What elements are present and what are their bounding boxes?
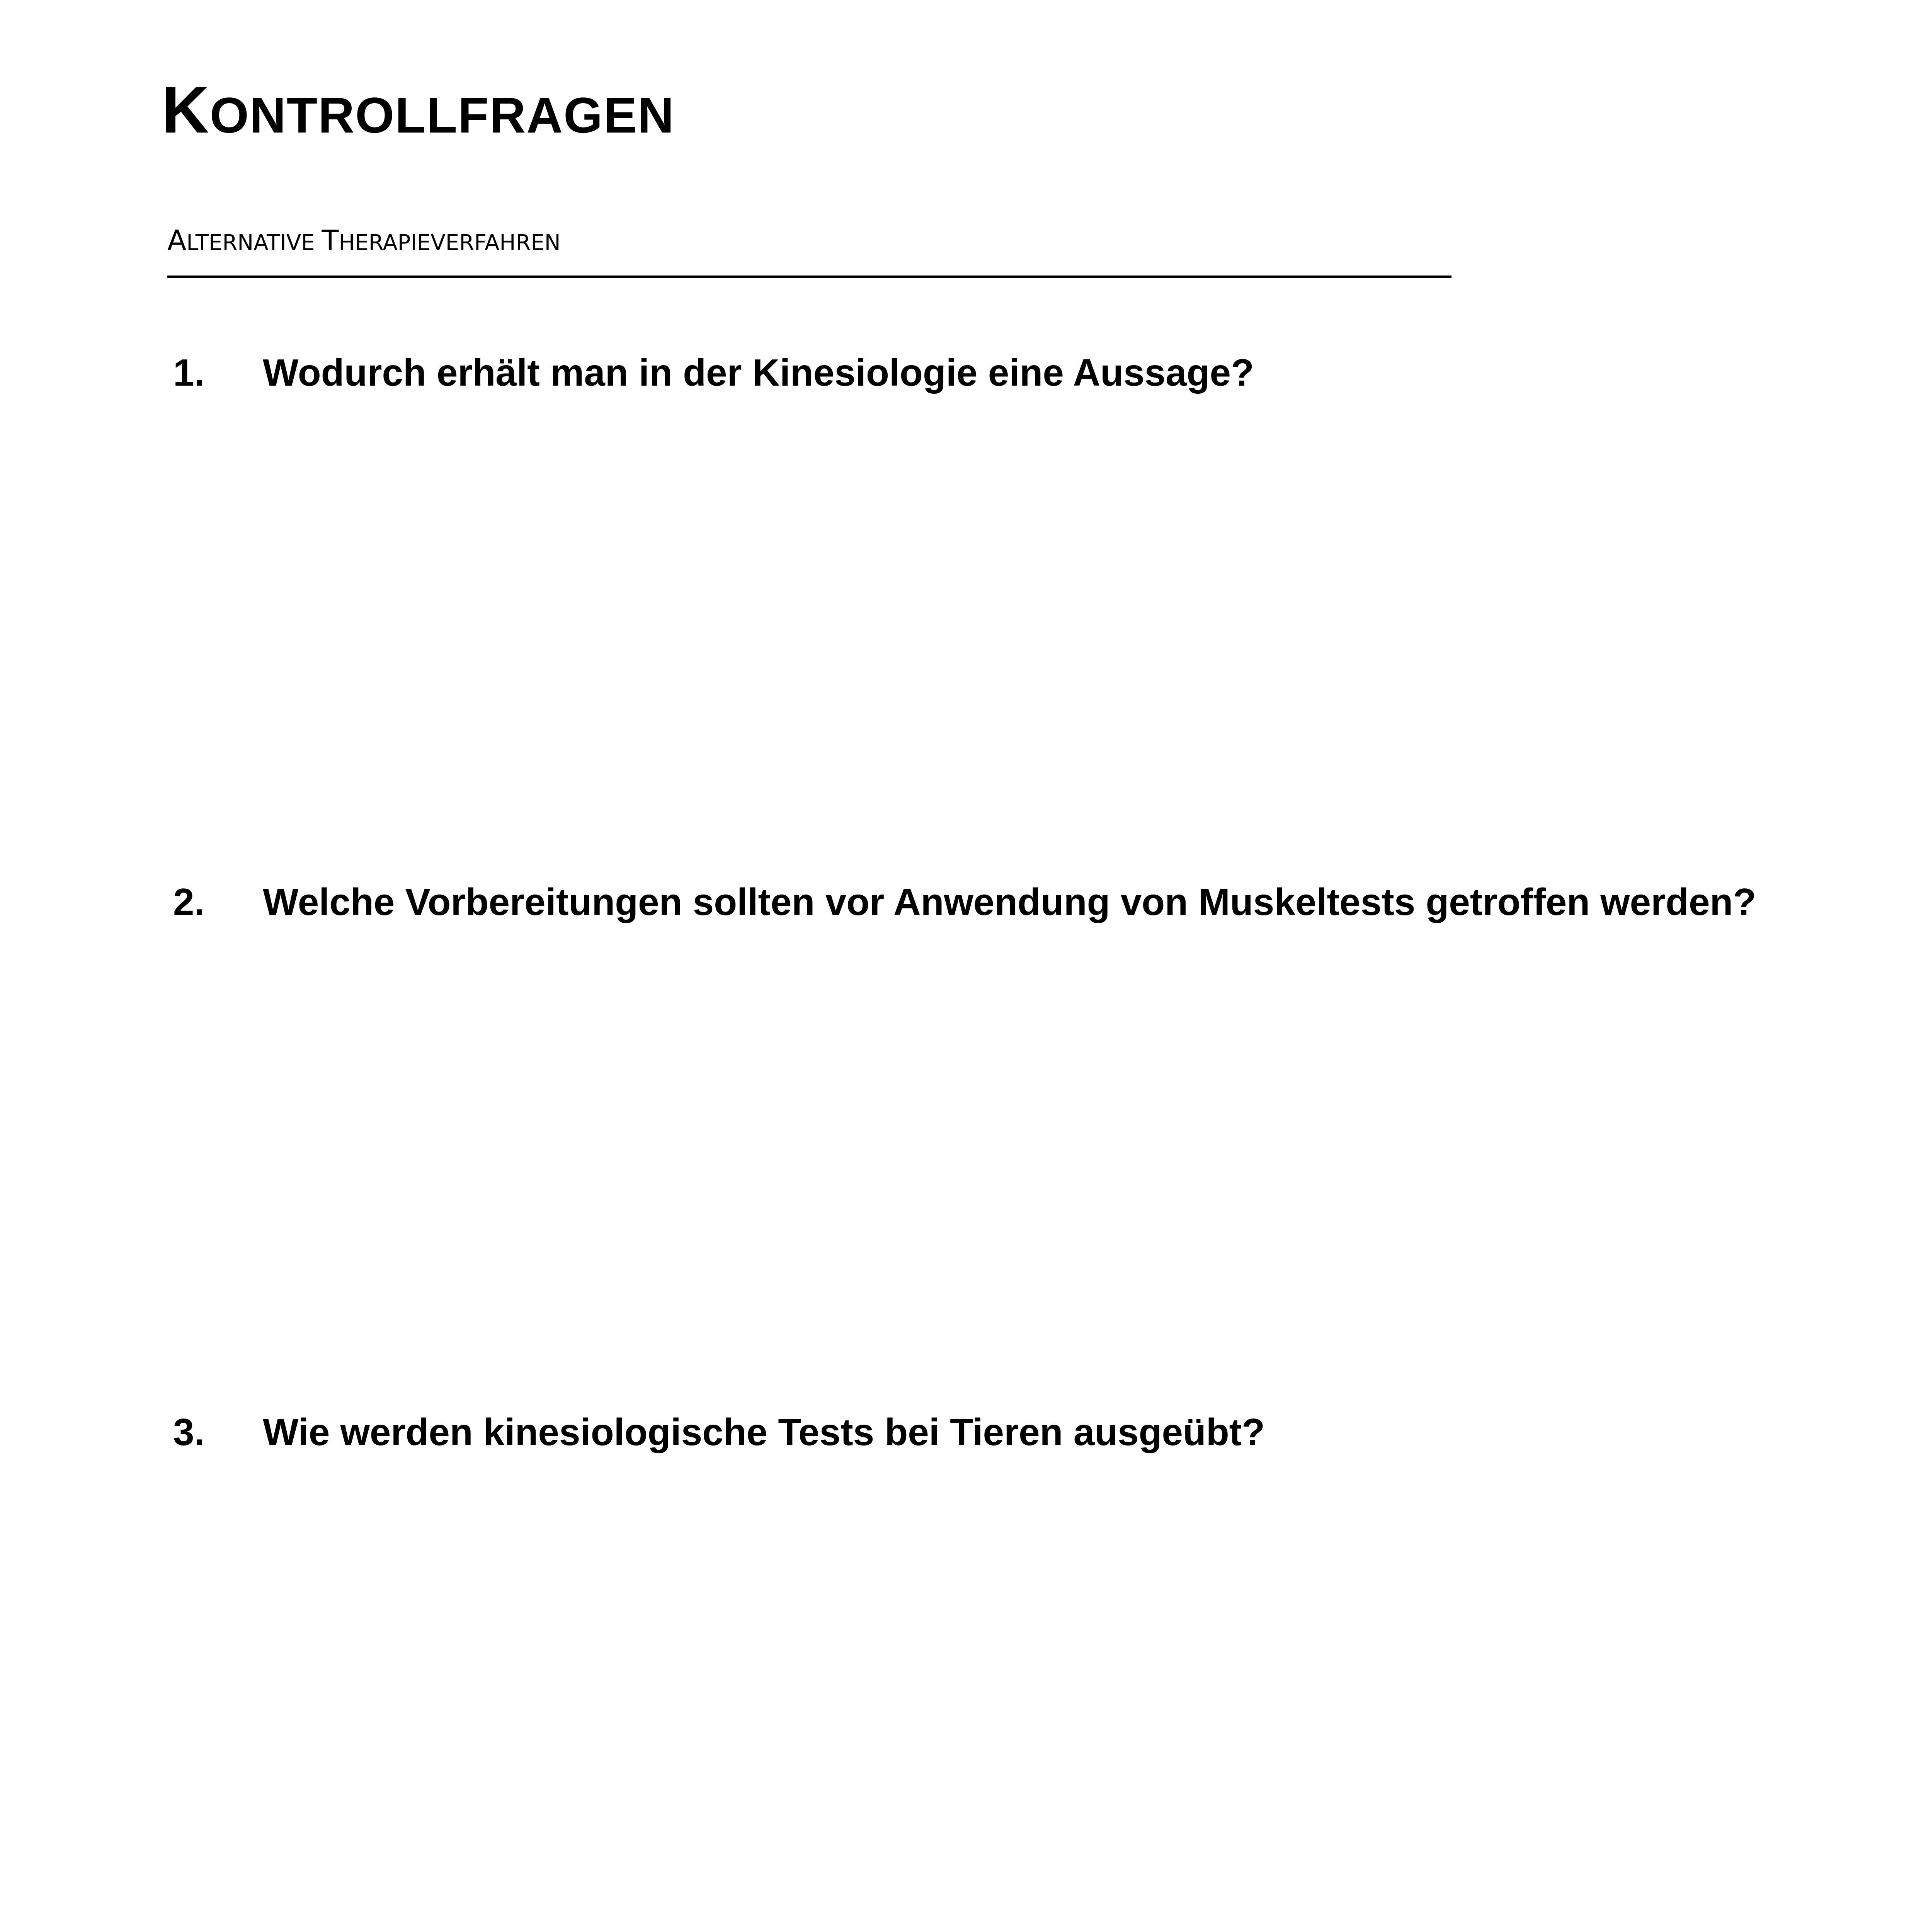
section-header-initial-a: A [167,224,187,257]
question-number: 1. [173,351,205,394]
question-1 [173,348,1831,397]
question-text: Welche Vorbereitungen sollten vor Anwendung von Muskeltests getroffen werden? [263,881,1756,923]
question-text: Wie werden kinesiologische Tests bei Tieren ausgeübt? [263,1411,1265,1453]
question-number: 2. [173,881,205,923]
question-2 [173,877,1831,927]
header-divider [167,276,1451,278]
question-text: Wodurch erhält man in der Kinesiologie eine Aussage? [263,351,1254,394]
page-title [162,73,675,147]
section-header-initial-t: T [322,224,339,257]
section-header-rest-t: HERAPIEVERFAHREN [339,230,561,255]
page-title-rest: ONTROLLFRAGEN [209,87,675,143]
page-title-initial: K [162,73,210,147]
question-3 [173,1407,1831,1457]
question-number: 3. [173,1411,205,1453]
section-header-rest-a: LTERNATIVE [186,230,322,255]
section-header [167,224,561,257]
